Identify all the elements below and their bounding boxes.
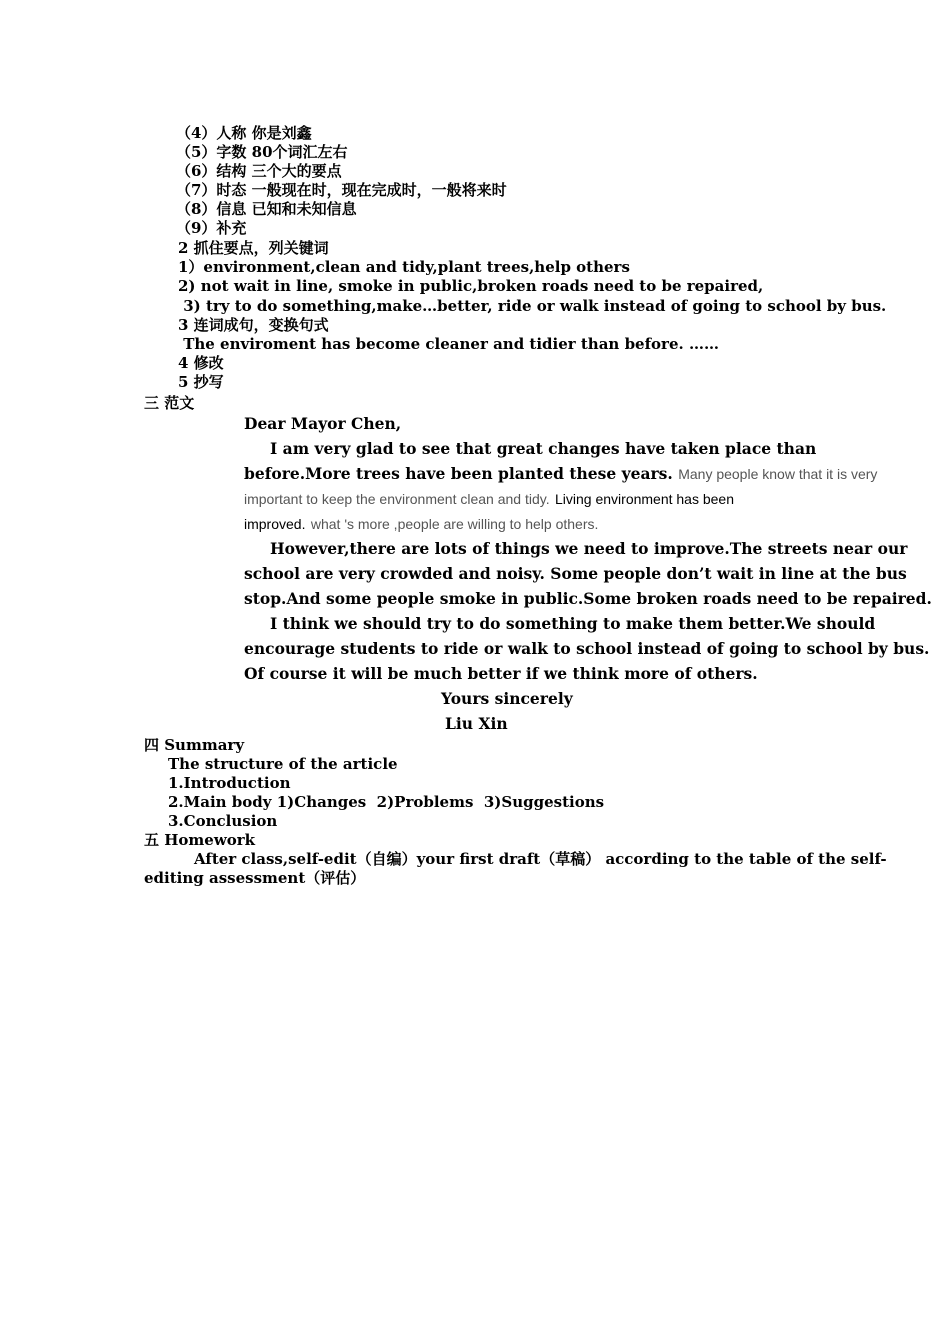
letter-p1-dark-1: Living environment has been [555,491,735,507]
letter-p1-line-2 [244,464,877,484]
letter-signature: Liu Xin [445,714,508,733]
letter-p1-grey-2: important to keep the environment clean and tidy. [244,491,550,507]
step-tense: （7）时态 一般现在时，现在完成时，一般将来时 [176,181,507,199]
keyword-line-3: 3) try to do something,make…better, ride or walk instead of going to school by bus. [178,297,887,315]
summary-item-2: 2.Main body 1)Changes 2)Problems 3)Suggestions [168,793,605,811]
homework-line-2: editing assessment（评估） [144,869,366,887]
letter-closing: Yours sincerely [441,689,573,708]
step-3-heading: 3 连词成句，变换句式 [178,316,329,334]
step-person: （4）人称 你是刘鑫 [176,124,312,142]
letter-p1-line-3 [244,489,734,509]
letter-p1-grey-1: Many people know that it is very [678,466,878,482]
letter-p1-bold: before.More trees have been planted these years. [244,464,673,483]
letter-p3-line-1: I think we should try to do something to make them better.We should [270,614,876,633]
example-sentence: The enviroment has become cleaner and tidier than before. …… [178,335,719,353]
letter-p1-line-4 [244,514,598,534]
step-information: （8）信息 已知和未知信息 [176,200,357,218]
homework-line-1: After class,self-edit（自编）your first draft（草稿） according to the table of the self- [194,850,887,868]
keyword-line-2: 2) not wait in line, smoke in public,broken roads need to be repaired, [178,277,764,295]
letter-p3-line-3: Of course it will be much better if we think more of others. [244,664,758,683]
summary-item-3: 3.Conclusion [168,812,278,830]
letter-p2-line-3: stop.And some people smoke in public.Some broken roads need to be repaired. [244,589,932,608]
step-word-count: （5）字数 80个词汇左右 [176,143,348,161]
letter-p1-grey-3: what 's more ,people are willing to help others. [310,516,599,532]
step-5-heading: 5 抄写 [178,373,224,391]
summary-item-1: 1.Introduction [168,774,291,792]
letter-p1-line-1: I am very glad to see that great changes have taken place than [270,439,817,458]
step-2-heading: 2 抓住要点，列关键词 [178,239,329,257]
section-3-heading: 三 范文 [144,394,195,412]
letter-p1-dark-2: improved. [244,516,306,532]
letter-p2-line-2: school are very crowded and noisy. Some people don’t wait in line at the bus [244,564,907,583]
section-5-heading: 五 Homework [144,831,256,849]
section-4-heading: 四 Summary [144,736,245,754]
step-structure: （6）结构 三个大的要点 [176,162,342,180]
step-supplement: （9）补充 [176,219,247,237]
letter-p2-line-1: However,there are lots of things we need to improve.The streets near our [270,539,908,558]
summary-subheading: The structure of the article [168,755,398,773]
step-4-heading: 4 修改 [178,354,224,372]
letter-p3-line-2: encourage students to ride or walk to school instead of going to school by bus. [244,639,930,658]
letter-greeting: Dear Mayor Chen, [244,414,402,433]
keyword-line-1: 1）environment,clean and tidy,plant trees,help others [178,258,630,276]
